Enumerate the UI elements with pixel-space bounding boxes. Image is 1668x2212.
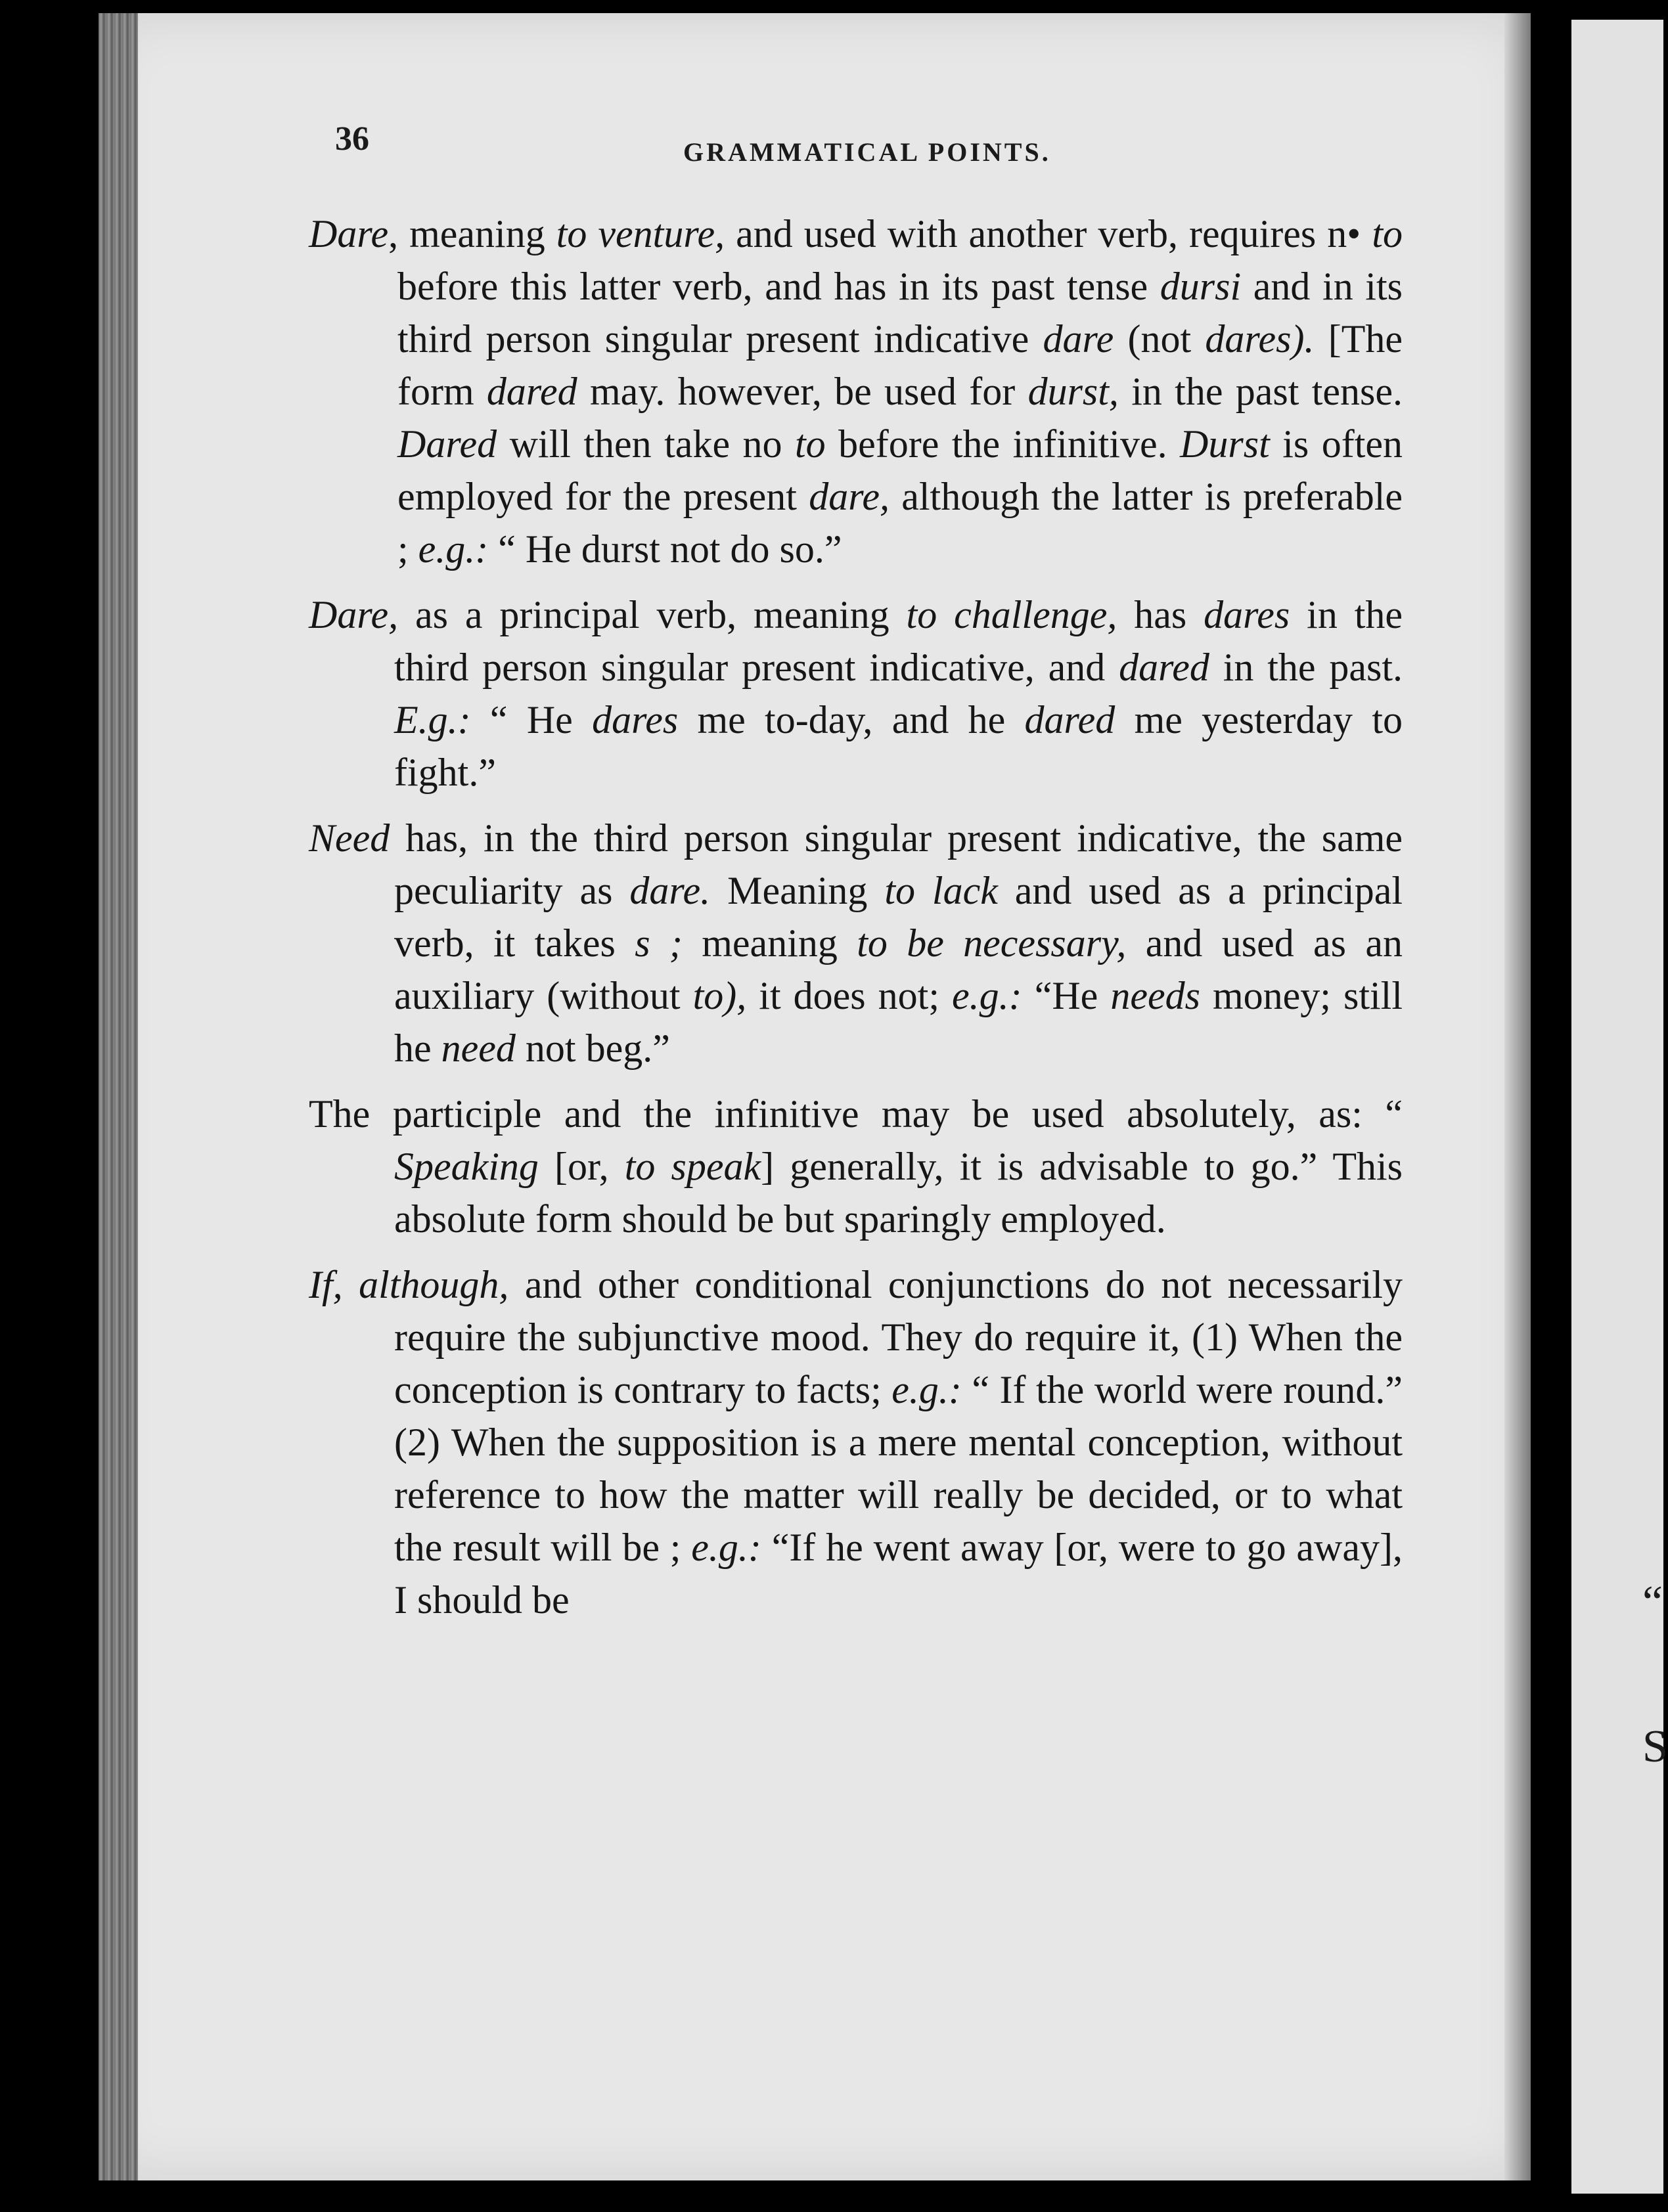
italic-run: e.g.:: [891, 1368, 962, 1411]
text-run: before the infinitive.: [825, 422, 1181, 466]
italic-run: Durst: [1180, 422, 1270, 466]
italic-run: to lack: [884, 869, 998, 912]
paragraph-conditional-conjunctions: [309, 1258, 1403, 1626]
text-run: me to-day, and he: [678, 698, 1025, 741]
italic-run: dares: [592, 698, 679, 741]
page-number: 36: [335, 120, 369, 158]
paragraph-dare-venture: [309, 208, 1403, 575]
text-run: as a principal verb, meaning: [398, 593, 907, 636]
text-run: “ If the world were round.” (2) When the supposition is a mere mental conception, without reference to how the matter will really be decided, or to what the result will be ;: [394, 1368, 1403, 1569]
italic-run: e.g.:: [952, 974, 1022, 1017]
italic-run: dares: [1204, 593, 1290, 636]
italic-run: need: [441, 1027, 516, 1070]
italic-run: E.g.:: [394, 698, 471, 741]
text-run: [The form: [397, 317, 1403, 413]
italic-run: Need: [309, 816, 390, 860]
text-run: although the latter is preferable ;: [397, 475, 1403, 571]
italic-run: Speaking: [394, 1145, 539, 1188]
facing-page-edge: [1571, 20, 1663, 2194]
text-run: and used with another verb, requires n•: [725, 212, 1372, 255]
text-run: meaning: [682, 921, 857, 965]
text-run: me yesterday to fight.”: [394, 698, 1403, 794]
facing-page-fragment: S: [1642, 1721, 1668, 1772]
text-run: before this latter verb, and has in its past tense: [397, 265, 1160, 308]
text-run: not beg.”: [515, 1027, 670, 1070]
italic-run: needs: [1110, 974, 1200, 1017]
text-run: , meaning: [388, 212, 556, 255]
text-run: The participle and the infinitive may be used absolutely, as: “: [309, 1092, 1403, 1136]
text-run: “ He durst not do so.”: [488, 527, 842, 571]
text-run: and in its third person singular present indicative: [397, 265, 1403, 361]
text-run: and other conditional conjunctions do not necessarily require the subjunctive mood. They do require it, (1) When the conception is contrary to facts;: [394, 1263, 1403, 1411]
italic-run: durst,: [1027, 370, 1119, 413]
paragraph-dare-challenge: [309, 588, 1403, 799]
italic-run: to challenge,: [906, 593, 1117, 636]
text-run: will then take no: [497, 422, 796, 466]
italic-run: to: [795, 422, 826, 466]
page-gutter: [1504, 13, 1531, 2180]
italic-run: dared: [486, 370, 577, 413]
italic-run: dared: [1119, 646, 1209, 689]
text-run: money; still he: [394, 974, 1403, 1070]
paragraph-absolute-participle: [309, 1088, 1403, 1245]
italic-run: dare,: [809, 475, 890, 518]
italic-run: dared: [1024, 698, 1116, 741]
italic-run: dares).: [1205, 317, 1315, 361]
page-spine: [99, 13, 138, 2180]
italic-run: Dare: [309, 212, 389, 255]
text-run: may. however, be used for: [577, 370, 1028, 413]
text-run: ] generally, it is advisable to go.” This absolute form should be but sparingly employed.: [394, 1145, 1403, 1241]
facing-page-fragment: “: [1642, 1577, 1663, 1627]
italic-run: to venture,: [556, 212, 725, 255]
text-run: and used as a principal verb, it takes: [394, 869, 1403, 965]
text-run: in the past tense.: [1118, 370, 1403, 413]
text-run: “He: [1022, 974, 1111, 1017]
italic-run: to: [1372, 212, 1403, 255]
paragraph-need: [309, 812, 1403, 1074]
italic-run: to speak: [624, 1145, 761, 1188]
text-run: is often employed for the present: [397, 422, 1403, 518]
italic-run: e.g.:: [418, 527, 489, 571]
text-run: (not: [1114, 317, 1206, 361]
italic-run: s ;: [635, 921, 683, 965]
text-run: has, in the third person singular present indicative, the same peculiarity as: [390, 816, 1403, 912]
text-run: it does not;: [746, 974, 953, 1017]
italic-run: to be necessary,: [857, 921, 1127, 965]
body-text: [309, 208, 1403, 1639]
italic-run: dursi: [1160, 265, 1242, 308]
text-run: [or,: [538, 1145, 625, 1188]
text-run: Meaning: [710, 869, 885, 912]
italic-run: e.g.:: [691, 1526, 761, 1569]
running-head: GRAMMATICAL POINTS.: [683, 137, 1051, 167]
italic-run: dare: [1043, 317, 1114, 361]
italic-run: dare.: [629, 869, 711, 912]
text-run: “ He: [470, 698, 593, 741]
italic-run: to),: [692, 974, 747, 1017]
italic-run: If, although,: [309, 1263, 509, 1306]
text-run: in the past.: [1209, 646, 1403, 689]
text-run: has: [1117, 593, 1204, 636]
text-run: and used as an auxiliary (without: [394, 921, 1403, 1017]
italic-run: Dare,: [309, 593, 399, 636]
italic-run: Dared: [397, 422, 497, 466]
text-run: “If he went away [or, were to go away], I should be: [394, 1526, 1403, 1622]
text-run: in the third person singular present indicative, and: [394, 593, 1403, 689]
